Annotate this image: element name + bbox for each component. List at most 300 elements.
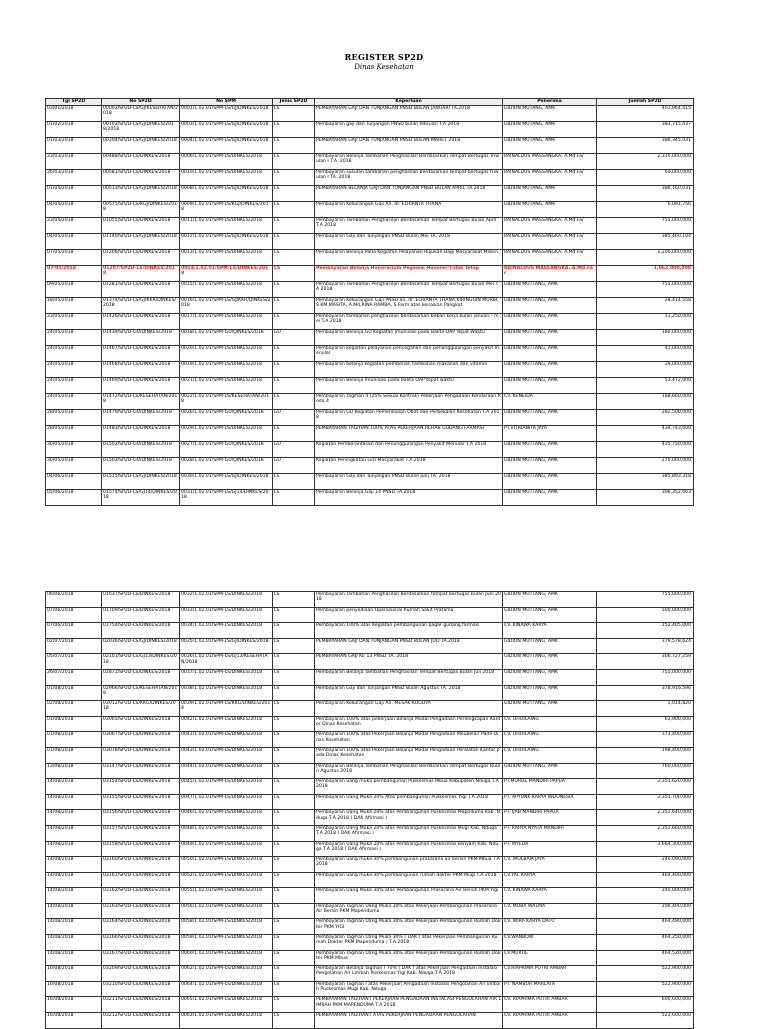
table-row	[46, 732, 694, 748]
cell-jumlah-sp2d: 600,600,000	[597, 997, 694, 1013]
cell-tgl-sp2d: 28/05/2018	[46, 426, 102, 442]
table-row	[46, 474, 694, 490]
cell-no-sp2d: 01503/SP2D-GU/DINKES/2018	[102, 458, 180, 474]
cell-tgl-sp2d: 14/08/2018	[46, 779, 102, 795]
table-row	[46, 170, 694, 186]
cell-no-sp2d: 01469/SP2D-LS/DINKES/2018	[102, 378, 180, 394]
cell-tgl-sp2d: 13/08/2018	[46, 763, 102, 779]
col-header-no-spm: No SPM	[180, 99, 273, 106]
table-row	[46, 138, 694, 154]
cell-penerima: RAINALDUS MASSANGKA, A.Md.Far	[503, 234, 597, 250]
cell-no-spm: 0004/1.02.01/SPM-LS/GJ/DINKES/2018	[180, 138, 273, 154]
table-row	[46, 202, 694, 218]
cell-no-sp2d: 03161/SP2D-LS/DINKES/2018	[102, 872, 180, 888]
cell-penerima: RAINALDUS MASSANGKA, A.Md.Far	[503, 170, 597, 186]
cell-tgl-sp2d: 24/05/2018	[46, 330, 102, 346]
cell-penerima: CV. OHOILAING	[503, 716, 597, 732]
cell-penerima: GIDION MUTANG, AMK	[503, 138, 597, 154]
table-row	[46, 314, 694, 330]
table-row	[46, 638, 694, 654]
cell-jenis-sp2d: LS	[273, 685, 315, 701]
cell-penerima: GIDION MUTTANG, AMK	[503, 669, 597, 685]
cell-no-spm: 0039/1.02.01/SPM-LS/KKG/DINKES/2018	[180, 701, 273, 717]
cell-no-spm: 0030/1.02.01/SPM-LS/GJ/DINKES/2018	[180, 474, 273, 490]
cell-jumlah-sp2d: 198,400,000	[597, 747, 694, 763]
table-row	[46, 841, 694, 857]
cell-penerima: GIDION MUTTANG, AMK	[503, 474, 597, 490]
cell-keperluan: Pembayaran kegiatan pelayanan pencegahan dan penanggulangan penyakit menular	[315, 346, 503, 362]
table-row	[46, 716, 694, 732]
cell-keperluan: Pembayaran Tambahan Penghasilan Berdasarkan Tempat Bertugas Bulan April T.A 2018	[315, 218, 503, 234]
cell-jumlah-sp2d: 522,900,000	[597, 966, 694, 982]
table-row	[46, 490, 694, 506]
cell-tgl-sp2d: 23/04/2018	[46, 218, 102, 234]
cell-no-spm: 0026/1.02.01/SPM-GU/DINKES/2018	[180, 410, 273, 426]
table-row	[46, 872, 694, 888]
cell-jumlah-sp2d: 500,000,000	[597, 607, 694, 623]
cell-keperluan: Pembayaran Belanja Tambahan Penghasilan Berdasarkan Tempat Bertugas Bulan Agustus 2018	[315, 763, 503, 779]
cell-jenis-sp2d: LS	[273, 122, 315, 138]
cell-tgl-sp2d: 09/05/2018	[46, 282, 102, 298]
cell-keperluan: Pembayaran belanja kegiatan pemberian tambahan makanan dan vitamin	[315, 362, 503, 378]
cell-jenis-sp2d: LS	[273, 346, 315, 362]
cell-no-sp2d: 03209/SP2D-LS/DINKES/2018	[102, 966, 180, 982]
cell-keperluan: Pembayaran Kekurangan Gaji An. MESAK KOGOYA	[315, 701, 503, 717]
cell-tgl-sp2d: 24/05/2018	[46, 346, 102, 362]
sp2d-register-table-1	[45, 98, 694, 506]
cell-penerima: GIDION MUTTANG, AMK	[503, 701, 597, 717]
cell-penerima: RAINALDUS MASSANGKA, A.Md.Far	[503, 218, 597, 234]
cell-no-sp2d: 03210/SP2D-LS/DINKES/2018	[102, 981, 180, 997]
cell-no-sp2d: 00488/SP2D-LS/DINKES/2018	[102, 154, 180, 170]
cell-jumlah-sp2d: 41,000,000	[597, 346, 694, 362]
cell-jenis-sp2d: LS	[273, 779, 315, 795]
cell-penerima: PT. KARYA NYATA MANDIRI	[503, 825, 597, 841]
cell-keperluan: PEMBAYARAN TAGIHAN 100% ATAS PEKERJAAN REHAB GUDANG FARMASI	[315, 426, 503, 442]
cell-tgl-sp2d: 14/08/2018	[46, 857, 102, 873]
cell-tgl-sp2d: 23/03/2018	[46, 154, 102, 170]
cell-jenis-sp2d: LS	[273, 362, 315, 378]
table-row	[46, 794, 694, 810]
sp2d-register-table-2	[45, 591, 694, 1029]
cell-jenis-sp2d: LS	[273, 266, 315, 282]
cell-no-sp2d: 03167/SP2D-LS/DINKES/2018	[102, 950, 180, 966]
table-row	[46, 747, 694, 763]
cell-tgl-sp2d: 04/06/2018	[46, 474, 102, 490]
cell-jenis-sp2d: LS	[273, 669, 315, 685]
cell-no-spm: 0012/1.02.01/SPM-LS/GJ/DINKES/2018	[180, 234, 273, 250]
cell-jenis-sp2d: LS	[273, 654, 315, 670]
cell-tgl-sp2d: 07/06/2018	[46, 623, 102, 639]
cell-penerima: CV. KENEIDA	[503, 394, 597, 410]
cell-keperluan: Pembayaran Belanja Tambahan Penghasilan Berdasarkan Tempat Bertugas Triwulan I T.A. 2018	[315, 154, 503, 170]
cell-penerima: CV.WANBOW	[503, 935, 597, 951]
cell-no-sp2d: 03156/SP2D-LS/DINKES/2018	[102, 810, 180, 826]
cell-penerima: PT. IJAB MANDIRI PAPUA	[503, 810, 597, 826]
cell-penerima: GIDION MUTTANG, AMK	[503, 685, 597, 701]
table-row	[46, 234, 694, 250]
cell-penerima: GIDION MUTTANG, AMK	[503, 346, 597, 362]
cell-tgl-sp2d: 05/07/2018	[46, 654, 102, 670]
cell-no-sp2d: 03155/SP2D-LS/DINKES/2018	[102, 794, 180, 810]
cell-jenis-sp2d: LS	[273, 701, 315, 717]
cell-jumlah-sp2d: 3,664,300,000	[597, 841, 694, 857]
cell-tgl-sp2d: 07/05/2018	[46, 266, 102, 282]
cell-jumlah-sp2d: 755,000,000	[597, 669, 694, 685]
cell-jumlah-sp2d: 282,500,000	[597, 410, 694, 426]
cell-penerima: CV. KINAWA KARYA	[503, 888, 597, 904]
cell-jumlah-sp2d: 386,160,031	[597, 186, 694, 202]
cell-penerima: CV.MURUE	[503, 950, 597, 966]
cell-no-spm: 0016/1.02.01/SPM-LS/GJ/KKR/DINKES/2018	[180, 298, 273, 314]
table-row	[46, 298, 694, 314]
cell-jenis-sp2d: GU	[273, 442, 315, 458]
cell-jenis-sp2d: LS	[273, 888, 315, 904]
cell-keperluan: Pembayaran susulan tambahan penghasilan berdasarkan tempat bertugas triwulan I TA. 2018	[315, 170, 503, 186]
table-row	[46, 888, 694, 904]
cell-no-spm: 0006/1.02.01/SPM-LS/DINKES/2018	[180, 154, 273, 170]
cell-jenis-sp2d: LS	[273, 747, 315, 763]
cell-jumlah-sp2d: 240,000,000	[597, 888, 694, 904]
cell-jumlah-sp2d: 464,490,000	[597, 919, 694, 935]
table-row	[46, 685, 694, 701]
cell-tgl-sp2d: 14/08/2018	[46, 841, 102, 857]
cell-tgl-sp2d: 14/08/2018	[46, 888, 102, 904]
cell-jumlah-sp2d: 270,000,000	[597, 458, 694, 474]
cell-keperluan: Pembayaran Kekurangan Gaji PNSD an. dr. ELRIANTA THANA,KIRINGGIN MURIB, S.KM,MASITA, A.Md,RINA RAMBA, S.Farm atas kenaikan Pangkat	[315, 298, 503, 314]
table-row	[46, 966, 694, 982]
cell-penerima: CV. RIAPRIMA PUTRI AMBAR	[503, 1013, 597, 1029]
cell-jenis-sp2d: LS	[273, 170, 315, 186]
table-row	[46, 458, 694, 474]
cell-jenis-sp2d: LS	[273, 592, 315, 608]
cell-jenis-sp2d: LS	[273, 282, 315, 298]
cell-no-spm: 0056/1.02.01/SPM-LS/DINKES/2018	[180, 903, 273, 919]
cell-jumlah-sp2d: 2,351,620,000	[597, 779, 694, 795]
cell-keperluan: Pembayaran Tagihan Uang Muka 30% atas Pekerjaan Pembangunan Rumah Dokter PKM Mbua	[315, 950, 503, 966]
cell-penerima: GIDION MUTTANG, AMK	[503, 607, 597, 623]
cell-tgl-sp2d: 28/05/2018	[46, 410, 102, 426]
table-row	[46, 592, 694, 608]
cell-keperluan: Pembayaran Uang Muka 20% atas Pembangunan Puskesmas Mapnduma Kab. Nduga T.A 2018 ( DAK Afirmasi )	[315, 810, 503, 826]
cell-no-sp2d: 00103/SP2D-LS/GJ/DINKES/2018/2018	[102, 122, 180, 138]
cell-keperluan: Pembayaran Tagihan Uang Muka 30% atas Pekerjaan Pembangunan Rumah Dokter PKM YIGI	[315, 919, 503, 935]
cell-keperluan: Pembayaran penyediaan Operasional Rumah Sakit Pratama	[315, 607, 503, 623]
cell-penerima: CV. RIAPRIMA PUTRI AMBAR	[503, 997, 597, 1013]
cell-jumlah-sp2d: 522,900,000	[597, 981, 694, 997]
cell-jenis-sp2d: LS	[273, 607, 315, 623]
cell-tgl-sp2d: 16/08/2018	[46, 981, 102, 997]
cell-jenis-sp2d: LS	[273, 857, 315, 873]
cell-jumlah-sp2d: 378,916,596	[597, 685, 694, 701]
table-row	[46, 950, 694, 966]
cell-tgl-sp2d: 26/03/2018	[46, 170, 102, 186]
cell-tgl-sp2d: 01/04/2018	[46, 186, 102, 202]
cell-no-spm: 0008/1.02.01/SPM-LS/GJ/DINKES/2018	[180, 186, 273, 202]
cell-no-spm: 0041/1.02.01/SPM-LS/DINKES/2018	[180, 732, 273, 748]
cell-jenis-sp2d: LS	[273, 716, 315, 732]
cell-keperluan: Pembayaran Tagihan Uang Muka 30% atas Pekerjaan Pembangunan Prasarana Air Bersih PKM Mapenduma	[315, 903, 503, 919]
table-row	[46, 266, 694, 282]
cell-no-sp2d: 01206/SP2D-LS/DINKES/2018	[102, 250, 180, 266]
table-row	[46, 218, 694, 234]
cell-penerima: PT.MURUE MANDIRI PAPUA	[503, 779, 597, 795]
cell-no-spm: 0035/1.02.01/SPM-LS/GJ/DINKES/2018	[180, 638, 273, 654]
cell-no-sp2d: 03065/SP2D-LS/DINKES/2018	[102, 716, 180, 732]
cell-penerima: GIDION MUTTANG, AMK	[503, 654, 597, 670]
cell-jumlah-sp2d: 434,743,600	[597, 426, 694, 442]
cell-penerima: GIDION MUTTANG, AMK	[503, 638, 597, 654]
cell-jumlah-sp2d: 755,000,000	[597, 592, 694, 608]
cell-no-spm: 0021/1.02.01/SPM-LS/DINKES/2018	[180, 378, 273, 394]
cell-keperluan: Pembayaran Uang Muka 20% atas Pembangunan Puskesmas Mugi Kab. Nduga T.A 2018 ( DAK Afirmasi )	[315, 825, 503, 841]
cell-no-spm: 0029/1.02.01/SPM-LS/DINKES/2018	[180, 426, 273, 442]
cell-no-spm: 0034/1.02.01/SPM-LS/DINKES/2018	[180, 623, 273, 639]
cell-no-sp2d: 03166/SP2D-LS/DINKES/2018	[102, 935, 180, 951]
cell-jenis-sp2d: LS	[273, 1013, 315, 1029]
cell-keperluan: PEMBAYARAN GAJI DAN TUNJANGAN PNSD BULAN MARET 2018	[315, 138, 503, 154]
cell-no-spm: 0062/1.02.01/SPM-LS/DINKES/2018	[180, 966, 273, 982]
cell-no-sp2d: 01754/SP2D-LS/DINKES/2018	[102, 623, 180, 639]
cell-keperluan: Pembayaran Gaji dan Tunjangan PNSD Bulan Mei TA. 2018	[315, 234, 503, 250]
cell-jumlah-sp2d: 464,250,000	[597, 935, 694, 951]
cell-no-spm: 0032/1.02.01/SPM-LS/DINKES/2018	[180, 592, 273, 608]
cell-jenis-sp2d: LS	[273, 154, 315, 170]
cell-penerima: GIDION MUTANG, AMK	[503, 202, 597, 218]
cell-penerima: RAINALDUS MASSANGKA, A.Md.Far	[503, 266, 597, 282]
cell-keperluan: Pembayaran Gaji dan Tunjangan PNSD Bulan Juni TA. 2018	[315, 474, 503, 490]
cell-keperluan: Pembayaran gaji dan Tunjangan PNSD bulan februari T.A 2018	[315, 122, 503, 138]
cell-jumlah-sp2d: 29,000,000	[597, 362, 694, 378]
cell-keperluan: Kegiatan Peningkatan Gizi Masyarakat T.A 2018	[315, 458, 503, 474]
cell-no-sp2d: 01055/SP2D-LS/DINKES/2018	[102, 218, 180, 234]
cell-jenis-sp2d: LS	[273, 202, 315, 218]
cell-no-spm: 0028/1.02.01/SPM-GU/DINKES/2018	[180, 458, 273, 474]
cell-jumlah-sp2d: 464,520,000	[597, 950, 694, 966]
cell-tgl-sp2d: 01/08/2018	[46, 716, 102, 732]
cell-jenis-sp2d: GU	[273, 330, 315, 346]
cell-jenis-sp2d: LS	[273, 234, 315, 250]
table-row	[46, 154, 694, 170]
cell-no-sp2d: 01207/SP2D-LS/DINKES/2018	[102, 266, 180, 282]
cell-jenis-sp2d: LS	[273, 638, 315, 654]
cell-tgl-sp2d: 14/08/2018	[46, 810, 102, 826]
cell-tgl-sp2d: 24/05/2018	[46, 378, 102, 394]
table-row	[46, 919, 694, 935]
cell-jenis-sp2d: LS	[273, 106, 315, 122]
cell-tgl-sp2d: 14/08/2018	[46, 872, 102, 888]
col-header-jumlah: Jumlah SP2D	[597, 99, 694, 106]
cell-no-spm: 0047/1.02.01/SPM-LS/DINKES/2018	[180, 794, 273, 810]
cell-jenis-sp2d: LS	[273, 186, 315, 202]
cell-tgl-sp2d: 24/05/2018	[46, 394, 102, 410]
cell-jenis-sp2d: LS	[273, 872, 315, 888]
table-row	[46, 426, 694, 442]
cell-penerima: GIDION MUTANG, AMK	[503, 122, 597, 138]
cell-no-spm: 0001/1.02.01/SPM-LS/GJ/DINKES/2018	[180, 106, 273, 122]
table-row	[46, 935, 694, 951]
cell-no-sp2d: 03212/SP2D-LS/DINKES/2018	[102, 1013, 180, 1029]
cell-jumlah-sp2d: 152,405,000	[597, 623, 694, 639]
cell-tgl-sp2d: 06/06/2018	[46, 592, 102, 608]
cell-jenis-sp2d: LS	[273, 394, 315, 410]
cell-penerima: PT. NAMBUR MARLATA	[503, 981, 597, 997]
cell-keperluan: Pembayaran uang muka 30% pembangunan rumah dokter PKM Mugi T.A 2018	[315, 872, 503, 888]
cell-no-sp2d: 01709/SP2D-LS/DINKES/2018	[102, 607, 180, 623]
cell-jumlah-sp2d: 180,000,000	[597, 330, 694, 346]
cell-keperluan: Pembayaran Belanja Honorarium Pegawai Honorer/Tidak Tetap	[315, 266, 503, 282]
cell-tgl-sp2d: 07/06/2018	[46, 607, 102, 623]
cell-no-sp2d: 03078/SP2D-LS/DINKES/2018	[102, 747, 180, 763]
cell-jenis-sp2d: LS	[273, 732, 315, 748]
table-row	[46, 654, 694, 670]
cell-tgl-sp2d: 14/08/2018	[46, 919, 102, 935]
cell-jenis-sp2d: LS	[273, 490, 315, 506]
cell-jumlah-sp2d: 2,310,000,000	[597, 154, 694, 170]
cell-jenis-sp2d: LS	[273, 919, 315, 935]
cell-no-sp2d: 01515/SP2D-LS/GJ/DINKES/2018	[102, 474, 180, 490]
table-row	[46, 981, 694, 997]
cell-jenis-sp2d: LS	[273, 250, 315, 266]
cell-penerima: PT. APYUNK KARYA INDONESIA	[503, 794, 597, 810]
cell-no-spm: 0011/1.02.01/SPM-LS/DINKES/2018	[180, 218, 273, 234]
cell-jumlah-sp2d: 60,000,000	[597, 170, 694, 186]
table-row	[46, 330, 694, 346]
cell-jumlah-sp2d: 63,900,000	[597, 716, 694, 732]
cell-keperluan: PEMBAYARAN BELANJA GAJI DAN TUNJANGAN PNSD BULAN APRIL TA.2018	[315, 186, 503, 202]
cell-tgl-sp2d: 14/08/2018	[46, 825, 102, 841]
cell-penerima: GIDION MUTTANG, AMK	[503, 763, 597, 779]
table-row	[46, 442, 694, 458]
cell-tgl-sp2d: 07/05/2018	[46, 250, 102, 266]
cell-no-sp2d: 03160/SP2D-LS/DINKES/2018	[102, 857, 180, 873]
cell-jenis-sp2d: LS	[273, 314, 315, 330]
cell-keperluan: Pembayaran Uang Muka 20% atas Pembangunan Puskesmas kenyam Kab. Nduga T.A 2018 ( DAK Afirmasi )	[315, 841, 503, 857]
table-row	[46, 903, 694, 919]
cell-no-sp2d: 02966/SP2D-LS/KESEHATAN/2018	[102, 685, 180, 701]
cell-tgl-sp2d: 01/08/2018	[46, 685, 102, 701]
cell-penerima: GIDION MUTTANG, AMK	[503, 282, 597, 298]
cell-no-sp2d: 01637/SP2D-LS/DINKES/2018	[102, 592, 180, 608]
cell-keperluan: Pembayaran Tagihan Uang Muka 30% ( DAK ) atas Pekerjaan Pembangunan Rumah Dokter PKM Mapenduma ) T.A 2018	[315, 935, 503, 951]
cell-penerima: GIDION MUTANG, AMK	[503, 186, 597, 202]
cell-no-sp2d: 01467/SP2D-LS/DINKES/2018	[102, 346, 180, 362]
cell-keperluan: PEMBAYARAN GAJI DAN TUNJANGAN PNSD BULAN JULI TA.2018	[315, 638, 503, 654]
cell-tgl-sp2d: 14/08/2018	[46, 950, 102, 966]
cell-jumlah-sp2d: 435,750,000	[597, 442, 694, 458]
cell-tgl-sp2d: 16/08/2018	[46, 997, 102, 1013]
cell-jumlah-sp2d: 523,600,000	[597, 1013, 694, 1029]
cell-no-spm: 0019/1.02.01/SPM-LS/DINKES/2018	[180, 362, 273, 378]
cell-no-sp2d: 03163/SP2D-LS/DINKES/2018	[102, 903, 180, 919]
cell-no-sp2d: 02871/SP2D-LS/DINKES/2018	[102, 669, 180, 685]
cell-jumlah-sp2d: 755,000,000	[597, 218, 694, 234]
cell-jumlah-sp2d: 306,352,663	[597, 490, 694, 506]
cell-jumlah-sp2d: 2,351,640,000	[597, 810, 694, 826]
cell-tgl-sp2d: 02/07/2018	[46, 638, 102, 654]
cell-penerima: GIDION MUTTANG, AMK	[503, 314, 597, 330]
cell-no-sp2d: 01140/SP2D-LS/GJ/DINKES/2018	[102, 234, 180, 250]
cell-no-sp2d: 01574/SP2D-LS/GJ14/DINKES/2018	[102, 490, 180, 506]
cell-no-sp2d: 00002/SP2D-LS/GJ/KESEHATAN/2018	[102, 106, 180, 122]
cell-no-spm: 0058/1.02.01/SPM-LS/DINKES/2018	[180, 919, 273, 935]
cell-keperluan: Pembayaran 100% atas pekerjaan Belanja Modal Pengadaan Perlengkapan Kantor Dinas Kesehatan	[315, 716, 503, 732]
cell-tgl-sp2d: 02/08/2018	[46, 701, 102, 717]
cell-jumlah-sp2d: 2,351,660,000	[597, 825, 694, 841]
table-row	[46, 763, 694, 779]
table-row	[46, 669, 694, 685]
cell-tgl-sp2d: 14/08/2018	[46, 794, 102, 810]
table-row	[46, 186, 694, 202]
cell-tgl-sp2d: 18/05/2018	[46, 298, 102, 314]
cell-no-sp2d: 02036/SP2D-LS/GJ/DINKES/2018	[102, 638, 180, 654]
cell-no-spm: 0033/1.02.01/SPM-LS/DINKES/2018	[180, 607, 273, 623]
cell-keperluan: Kegiatan Pemberantasan dan Penanggulangan Penyakit Menular T.A 2018	[315, 442, 503, 458]
cell-jumlah-sp2d: 1,062,000,000	[597, 266, 694, 282]
cell-jumlah-sp2d: 373,400,000	[597, 732, 694, 748]
cell-no-spm: 0050/1.02.01/SPM-LS/DINKES/2018	[180, 857, 273, 873]
cell-keperluan: Pembayaran Uang Muka 30% atas Pembangunan Prasarana Air Bersih PKM Yigi	[315, 888, 503, 904]
cell-keperluan: Pembayaran 100% atas Kegiatan pembangunan pagar gudang farmasi	[315, 623, 503, 639]
cell-jenis-sp2d: GU	[273, 410, 315, 426]
cell-penerima: GIDION MUTTANG, AMK	[503, 458, 597, 474]
cell-jumlah-sp2d: 760,000,000	[597, 763, 694, 779]
cell-penerima: GIDION MUTTANG, AMK	[503, 442, 597, 458]
table-row	[46, 997, 694, 1013]
cell-keperluan: Pembayaran Belanja Pada Kegiatan Pelayanan Rujukan Bagi Masyarakat Miskin	[315, 250, 503, 266]
table-row	[46, 282, 694, 298]
cell-jumlah-sp2d: 240,090,000	[597, 857, 694, 873]
cell-no-spm: 0013/1.02.01/SPM-LS/DINKES/2018	[180, 250, 273, 266]
cell-keperluan: Pembayaran tambahan penghasilan berdasarkan beban kerja bulan januari - mei T.A 2018	[315, 314, 503, 330]
cell-no-spm: 0065/1.02.01/SPM-LS/DINKES/2018	[180, 997, 273, 1013]
cell-no-sp2d: 03154/SP2D-LS/DINKES/2018	[102, 779, 180, 795]
cell-no-sp2d: 03158/SP2D-LS/DINKES/2018	[102, 841, 180, 857]
cell-no-spm: 0031/1.02.01/SPM-LS/GJ14/DINKES/2018	[180, 490, 273, 506]
cell-jenis-sp2d: LS	[273, 378, 315, 394]
cell-jenis-sp2d: LS	[273, 298, 315, 314]
cell-no-sp2d: 00204/SP2D-LS/GJ/DINKES/2018	[102, 138, 180, 154]
table-row	[46, 378, 694, 394]
cell-jumlah-sp2d: 188,660,000	[597, 394, 694, 410]
cell-tgl-sp2d: 16/08/2018	[46, 1013, 102, 1029]
cell-penerima: CV. OHOILAING	[503, 747, 597, 763]
table-row	[46, 607, 694, 623]
col-header-jenis: Jenis SP2D	[273, 99, 315, 106]
cell-keperluan: Pembayaran Tambahan Penghasilan Berdasarkan tempat bertugas bulan Juni 2018	[315, 592, 503, 608]
cell-tgl-sp2d: 01/02/2018	[46, 122, 102, 138]
cell-no-sp2d: 01472/SP2D-LS/KESEHATAN/2018	[102, 394, 180, 410]
cell-no-sp2d: 01439/SP2D-GU/DINKES/2018	[102, 330, 180, 346]
cell-keperluan: PEMBAYARAN GAJI DAN TUNJANGAN PNSD BULAN JANUARI TA.2018	[315, 106, 503, 122]
cell-jumlah-sp2d: 385,893,318	[597, 474, 694, 490]
table-row	[46, 701, 694, 717]
cell-tgl-sp2d: 14/08/2018	[46, 935, 102, 951]
cell-jenis-sp2d: LS	[273, 841, 315, 857]
cell-jumlah-sp2d: 401,964,415	[597, 106, 694, 122]
table-row	[46, 857, 694, 873]
cell-jumlah-sp2d: 379,578,624	[597, 638, 694, 654]
cell-jumlah-sp2d: 385,460,104	[597, 234, 694, 250]
cell-penerima: GIDION MUTANG, AMK	[503, 106, 597, 122]
cell-no-spm: 0003/1.02.01/SPM-LS/GJ/DINKES/2018	[180, 122, 273, 138]
table-header-row	[46, 99, 694, 106]
cell-no-spm: 0014/1.02.01/SPM-LS/DINKES/2018	[180, 266, 273, 282]
table-row	[46, 779, 694, 795]
cell-no-sp2d: 03012/SP2D-LS/KKG/DINKES/2018	[102, 701, 180, 717]
cell-keperluan: Pembayaran 100% atas Pekerjaan Belanja Modal Pengadaan Meubelair Pada Dinas Kesehatan	[315, 732, 503, 748]
cell-tgl-sp2d: 26/07/2018	[46, 669, 102, 685]
